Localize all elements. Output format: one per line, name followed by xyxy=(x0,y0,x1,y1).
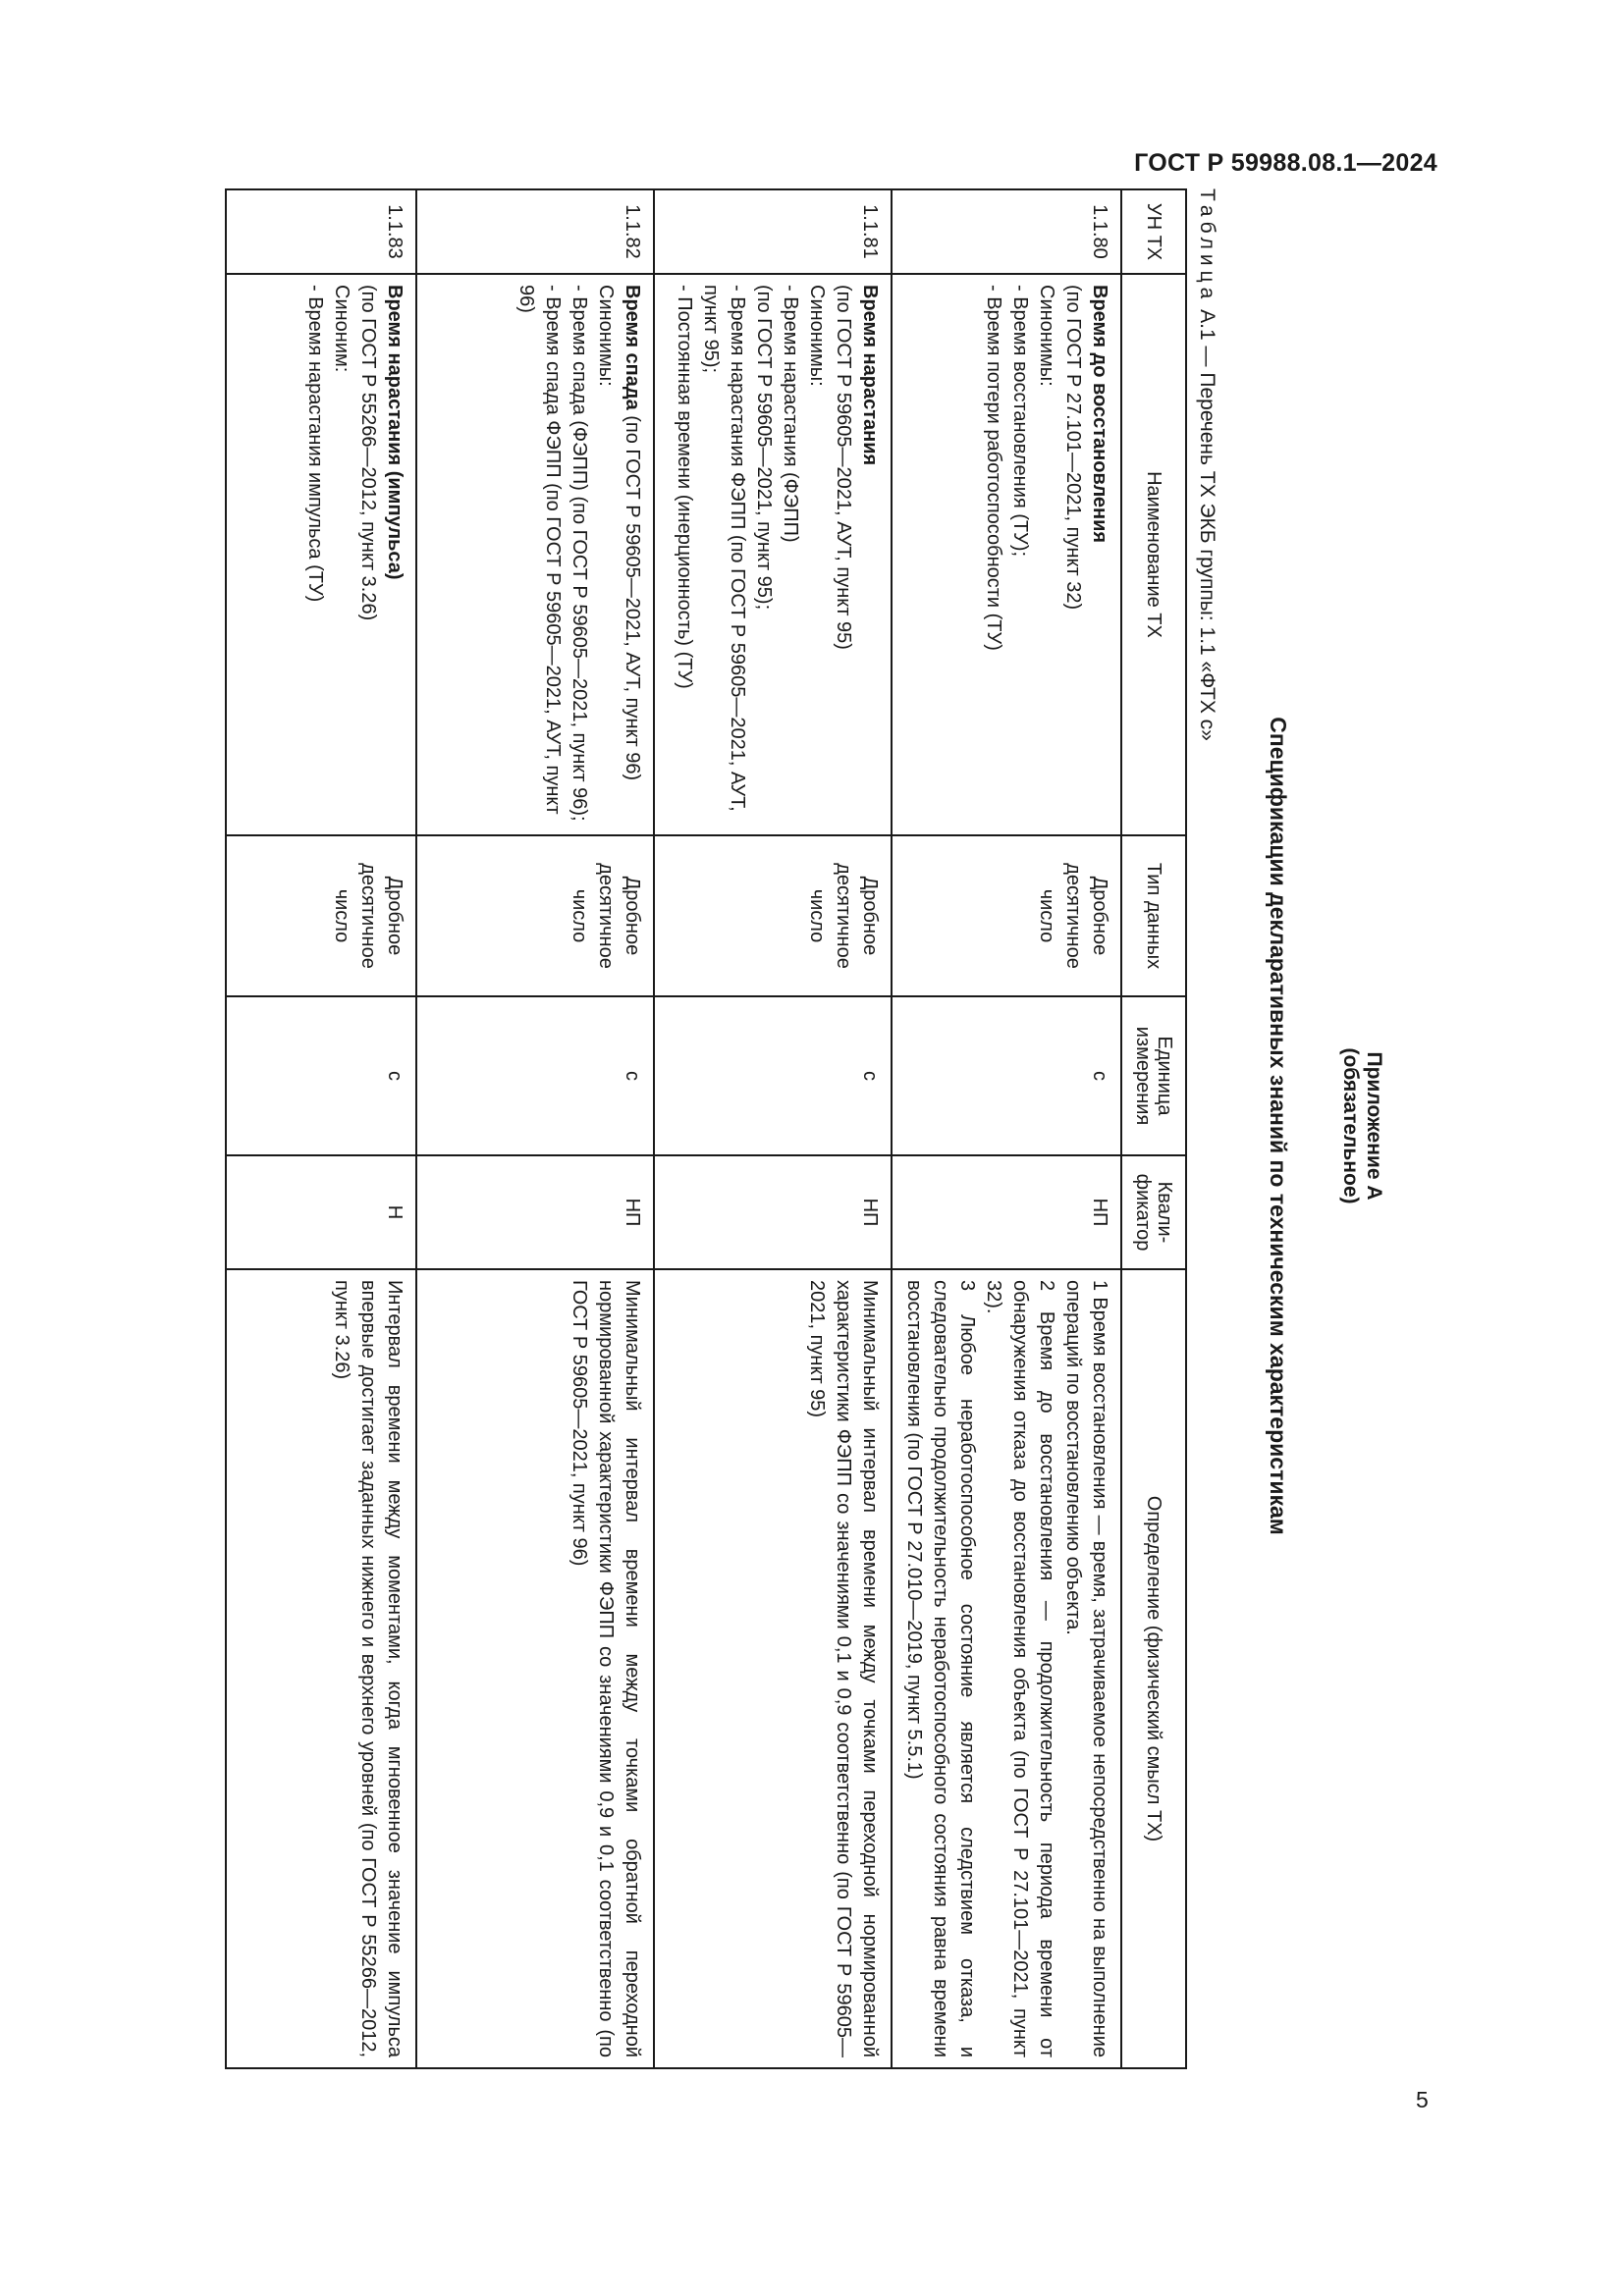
name-line: Синонимы: xyxy=(1036,285,1057,387)
header-qualifier-line2: фикатор xyxy=(1132,1173,1154,1252)
header-unit xyxy=(1121,996,1186,1155)
cell-unit: с xyxy=(416,996,654,1155)
cell-qualifier: НП xyxy=(654,1155,892,1269)
name-line: Синонимы: xyxy=(806,285,828,387)
table-row xyxy=(892,189,1121,2068)
cell-code: 1.1.82 xyxy=(416,189,654,274)
cell-qualifier: НП xyxy=(892,1155,1121,1269)
cell-code: 1.1.83 xyxy=(226,189,416,274)
name-line: (по ГОСТ Р 55266—2012, пункт 3.26) xyxy=(357,285,379,621)
term-name: Время нарастания xyxy=(859,285,881,466)
term-name: Время до восстановления xyxy=(1089,285,1110,544)
name-line: - Время спада ФЭПП (по ГОСТ Р 59605—2021, АУТ, пункт 96) xyxy=(515,285,564,815)
cell-qualifier: НП xyxy=(416,1155,654,1269)
cell-type: Дробное десятичное число xyxy=(226,835,416,996)
cell-definition xyxy=(892,1269,1121,2068)
cell-unit: с xyxy=(654,996,892,1155)
table-caption-text: А.1 — Перечень ТХ ЭКБ группы: 1.1 «ФТХ с» xyxy=(1196,303,1218,741)
name-line: - Время нарастания ФЭПП (по ГОСТ Р 59605—2021, АУТ, пункт 95); xyxy=(700,285,748,812)
rotated-content xyxy=(304,185,1464,2067)
cell-type: Дробное десятичное число xyxy=(416,835,654,996)
header-name: Наименование ТХ xyxy=(1121,274,1186,835)
definition-line: Интервал времени между моментами, когда мгновенное значение импульса впервые достигает заданных нижнего и верхнего уровней (по ГОСТ Р 55266—2012, пункт 3.26) xyxy=(331,1280,406,2057)
name-line: - Время нарастания импульса (ТУ) xyxy=(304,285,326,603)
page-number: 5 xyxy=(1416,2087,1429,2112)
definition-line: 3 Любое неработоспособное состояние является следствием отказа, и следовательно продолжительность неработоспособного состояния равна времени восстановления (по ГОСТ Р 27.010—2019, пункт 5.5.1) xyxy=(903,1280,978,2057)
cell-definition xyxy=(654,1269,892,2068)
term-source: (по ГОСТ Р 59605—2021, АУТ, пункт 96) xyxy=(622,409,643,781)
table-caption-prefix: Таблица xyxy=(1196,188,1218,304)
characteristics-table xyxy=(225,188,1187,2069)
name-line: (по ГОСТ Р 27.101—2021, пункт 32) xyxy=(1062,285,1084,611)
name-line: - Время нарастания (ФЭПП) xyxy=(780,285,801,543)
cell-definition xyxy=(226,1269,416,2068)
name-line: Синоним: xyxy=(331,285,352,373)
standard-designation: ГОСТ Р 59988.08.1—2024 xyxy=(1134,149,1437,177)
name-line: - Постоянная времени (инерционность) (ТУ) xyxy=(674,285,695,689)
term-name: Время нарастания (импульса) xyxy=(384,285,406,580)
table-row xyxy=(654,189,892,2068)
annex-title: Приложение А xyxy=(1363,1051,1385,1201)
definition-line: 1 Время восстановления — время, затрачиваемое непосредственно на выполнение операций по восстановлению объекта. xyxy=(1062,1280,1110,2057)
header-unit-line1: Единица xyxy=(1154,1036,1175,1116)
name-line: (по ГОСТ Р 59605—2021, пункт 95); xyxy=(753,285,775,611)
cell-name xyxy=(226,274,416,835)
cell-qualifier: Н xyxy=(226,1155,416,1269)
header-qualifier-line1: Квали- xyxy=(1154,1181,1175,1244)
definition-line: Минимальный интервал времени между точками переходной нормированной характеристики ФЭПП со значениями 0,1 и 0,9 соответственно (по ГОСТ Р 59605—2021, пункт 95) xyxy=(806,1280,881,2057)
table-row xyxy=(416,189,654,2068)
term-name: Время спада xyxy=(622,285,643,410)
term-line xyxy=(619,285,645,825)
cell-name xyxy=(416,274,654,835)
name-line: - Время потери работоспособности (ТУ) xyxy=(983,285,1004,651)
table-header-row xyxy=(1121,189,1186,2068)
cell-unit: с xyxy=(226,996,416,1155)
definition-line: 2 Время до восстановления — продолжительность периода времени от обнаружения отказа до восстановления объекта (по ГОСТ Р 27.101—2021, пункт 32). xyxy=(983,1280,1057,2057)
definition-line: Минимальный интервал времени между точками обратной переходной нормированной характеристики ФЭПП со значениями 0,9 и 0,1 соответственно (по ГОСТ Р 59605—2021, пункт 96) xyxy=(568,1280,643,2057)
cell-unit: с xyxy=(892,996,1121,1155)
cell-name xyxy=(654,274,892,835)
specification-title: Спецификации декларативных знаний по техническим характеристикам xyxy=(1266,717,1291,1535)
cell-code: 1.1.81 xyxy=(654,189,892,274)
header-code: УН ТХ xyxy=(1121,189,1186,274)
annex-heading xyxy=(1338,185,1385,2067)
header-qualifier xyxy=(1121,1155,1186,1269)
name-line: - Время спада (ФЭПП) (по ГОСТ Р 59605—2021, пункт 96); xyxy=(568,285,590,822)
cell-type: Дробное десятичное число xyxy=(892,835,1121,996)
cell-definition xyxy=(416,1269,654,2068)
table-caption xyxy=(1195,188,1218,741)
name-line: Синонимы: xyxy=(595,285,617,387)
header-unit-line2: измерения xyxy=(1132,1026,1154,1126)
cell-name xyxy=(892,274,1121,835)
cell-type: Дробное десятичное число xyxy=(654,835,892,996)
header-definition: Определение (физический смысл ТХ) xyxy=(1121,1269,1186,2068)
name-line: - Время восстановления (ТУ); xyxy=(1009,285,1031,558)
table-row xyxy=(226,189,416,2068)
header-type: Тип данных xyxy=(1121,835,1186,996)
cell-code: 1.1.80 xyxy=(892,189,1121,274)
name-line: (по ГОСТ Р 59605—2021, АУТ, пункт 95) xyxy=(833,285,854,650)
annex-status: (обязательное) xyxy=(1339,1047,1362,1204)
